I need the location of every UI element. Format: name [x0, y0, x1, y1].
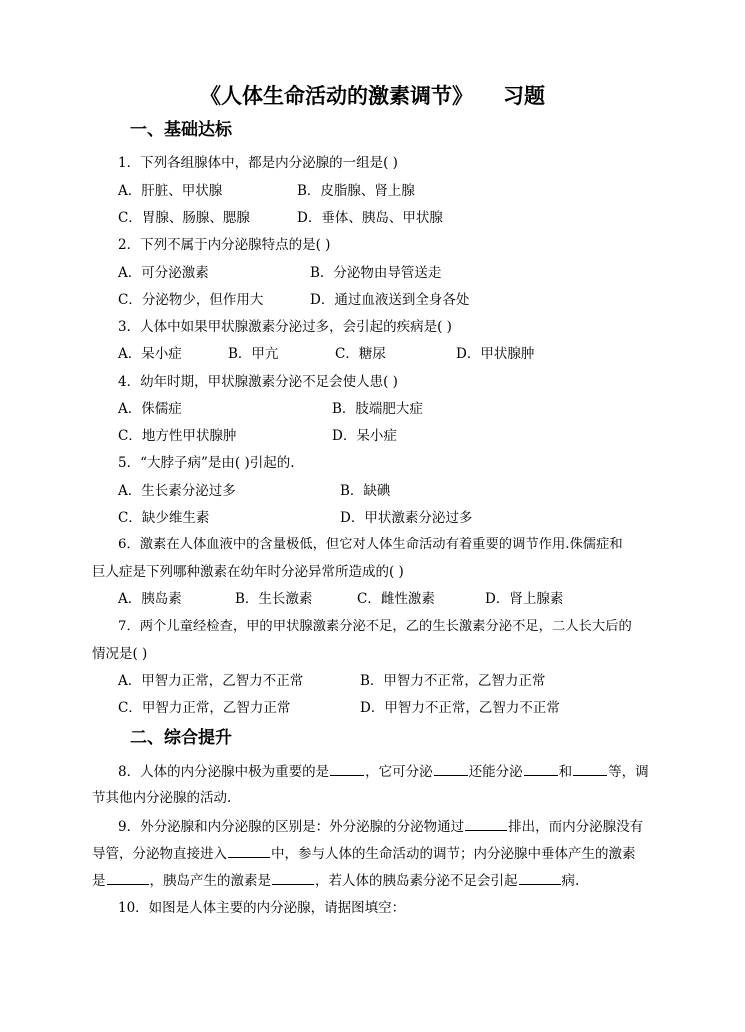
question-9-text-7: ，若人体的胰岛素分泌不足会引起: [315, 873, 518, 889]
question-3-option-d: D．甲状腺肿: [456, 346, 535, 362]
question-2-option-d: D．通过血液送到全身各处: [310, 292, 470, 308]
question-4-option-c: C．地方性甲状腺肿: [118, 428, 237, 444]
question-2-option-a: A．可分泌激素: [118, 265, 209, 281]
answer-blank[interactable]: [272, 870, 314, 885]
question-2-option-b: B．分泌物由导管送走: [310, 265, 442, 281]
question-6-option-b: B．生长激素: [235, 591, 313, 607]
question-5-option-a: A．生长素分泌过多: [118, 483, 236, 499]
question-1-option-d: D．垂体、胰岛、甲状腺: [297, 210, 443, 226]
question-3-stem: 3．人体中如果甲状腺激素分泌过多，会引起的疾病是( ): [118, 319, 452, 335]
question-5-option-b: B．缺碘: [340, 483, 391, 499]
question-8-text-4: 和: [558, 764, 573, 780]
question-3-option-a: A．呆小症: [118, 346, 182, 362]
answer-blank[interactable]: [107, 870, 149, 885]
question-9-line-3: [92, 870, 579, 891]
answer-blank[interactable]: [524, 761, 558, 776]
question-8-text-1: 8．人体的内分泌腺中极为重要的是: [118, 764, 330, 780]
question-7-option-a: A．甲智力正常，乙智力不正常: [118, 673, 304, 689]
question-4-stem: 4．幼年时期，甲状腺激素分泌不足会使人患( ): [118, 374, 398, 390]
question-9-text-3: 导管，分泌物直接进入: [92, 846, 227, 862]
question-1-stem: 1．下列各组腺体中，都是内分泌腺的一组是( ): [118, 155, 398, 171]
question-8-text-2: ，它可分泌: [365, 764, 433, 780]
question-3-option-b: B．甲亢: [228, 346, 279, 362]
answer-blank[interactable]: [434, 761, 468, 776]
question-5-stem: 5．“大脖子病”是由( )引起的.: [118, 455, 295, 471]
question-9-text-6: ，胰岛产生的激素是: [149, 873, 271, 889]
question-9-text-4: 中，参与人体的生命活动的调节；内分泌腺中垂体产生的激素: [271, 846, 636, 862]
question-7-stem-line-2: 情况是( ): [92, 646, 148, 662]
section-heading-advanced: 二、综合提升: [130, 728, 232, 748]
question-7-option-d: D．甲智力不正常，乙智力不正常: [360, 700, 560, 716]
answer-blank[interactable]: [330, 761, 364, 776]
page-title: [0, 82, 745, 110]
question-9-text-2: 排出，而内分泌腺没有: [508, 819, 644, 835]
question-7-stem-line-1: 7．两个儿童经检查，甲的甲状腺激素分泌不足，乙的生长激素分泌不足，二人长大后的: [118, 619, 632, 634]
question-8-text-3: 还能分泌: [468, 764, 523, 780]
question-4-option-a: A．侏儒症: [118, 401, 182, 417]
question-6-stem-line-1: 6．激素在人体血液中的含量极低，但它对人体生命活动有着重要的调节作用.侏儒症和: [118, 537, 623, 552]
question-8-line-2: 节其他内分泌腺的活动.: [92, 790, 232, 806]
question-2-option-c: C．分泌物少，但作用大: [118, 292, 264, 308]
question-6-option-c: C．雌性激素: [357, 591, 435, 607]
question-7-option-c: C．甲智力正常，乙智力正常: [118, 700, 291, 716]
question-9-line-1: [118, 816, 643, 837]
question-5-option-c: C．缺少维生素: [118, 510, 210, 526]
title-suffix: 习题: [503, 84, 545, 108]
question-1-option-c: C．胃腺、肠腺、腮腺: [118, 210, 250, 226]
question-10-stem: 10．如图是人体主要的内分泌腺，请据图填空：: [118, 900, 406, 916]
question-8-text-5: 等，调: [608, 764, 649, 780]
section-heading-basic: 一、基础达标: [130, 120, 232, 140]
question-1-option-a: A．肝脏、甲状腺: [118, 183, 223, 199]
question-7-option-b: B．甲智力不正常，乙智力正常: [360, 673, 546, 689]
question-4-option-b: B．肢端肥大症: [332, 401, 423, 417]
question-8-line-1: [118, 761, 649, 782]
answer-blank[interactable]: [228, 843, 270, 858]
question-6-stem-line-2: 巨人症是下列哪种激素在幼年时分泌异常所造成的( ): [92, 564, 404, 580]
answer-blank[interactable]: [465, 816, 507, 831]
answer-blank[interactable]: [519, 870, 561, 885]
question-4-option-d: D．呆小症: [332, 428, 397, 444]
question-6-option-d: D．肾上腺素: [485, 591, 564, 607]
question-9-text-8: 病.: [561, 873, 580, 889]
question-6-option-a: A．胰岛素: [118, 591, 182, 607]
question-2-stem: 2．下列不属于内分泌腺特点的是( ): [118, 237, 331, 253]
question-9-line-2: [92, 843, 636, 864]
question-9-text-1: 9．外分泌腺和内分泌腺的区别是：外分泌腺的分泌物通过: [118, 819, 465, 835]
question-5-option-d: D．甲状激素分泌过多: [340, 510, 473, 526]
question-3-option-c: C．糖尿: [335, 346, 386, 362]
answer-blank[interactable]: [573, 761, 607, 776]
title-main: 《人体生命活动的激素调节》: [200, 84, 473, 108]
question-9-text-5: 是: [92, 873, 106, 889]
question-1-option-b: B．皮脂腺、肾上腺: [297, 183, 415, 199]
